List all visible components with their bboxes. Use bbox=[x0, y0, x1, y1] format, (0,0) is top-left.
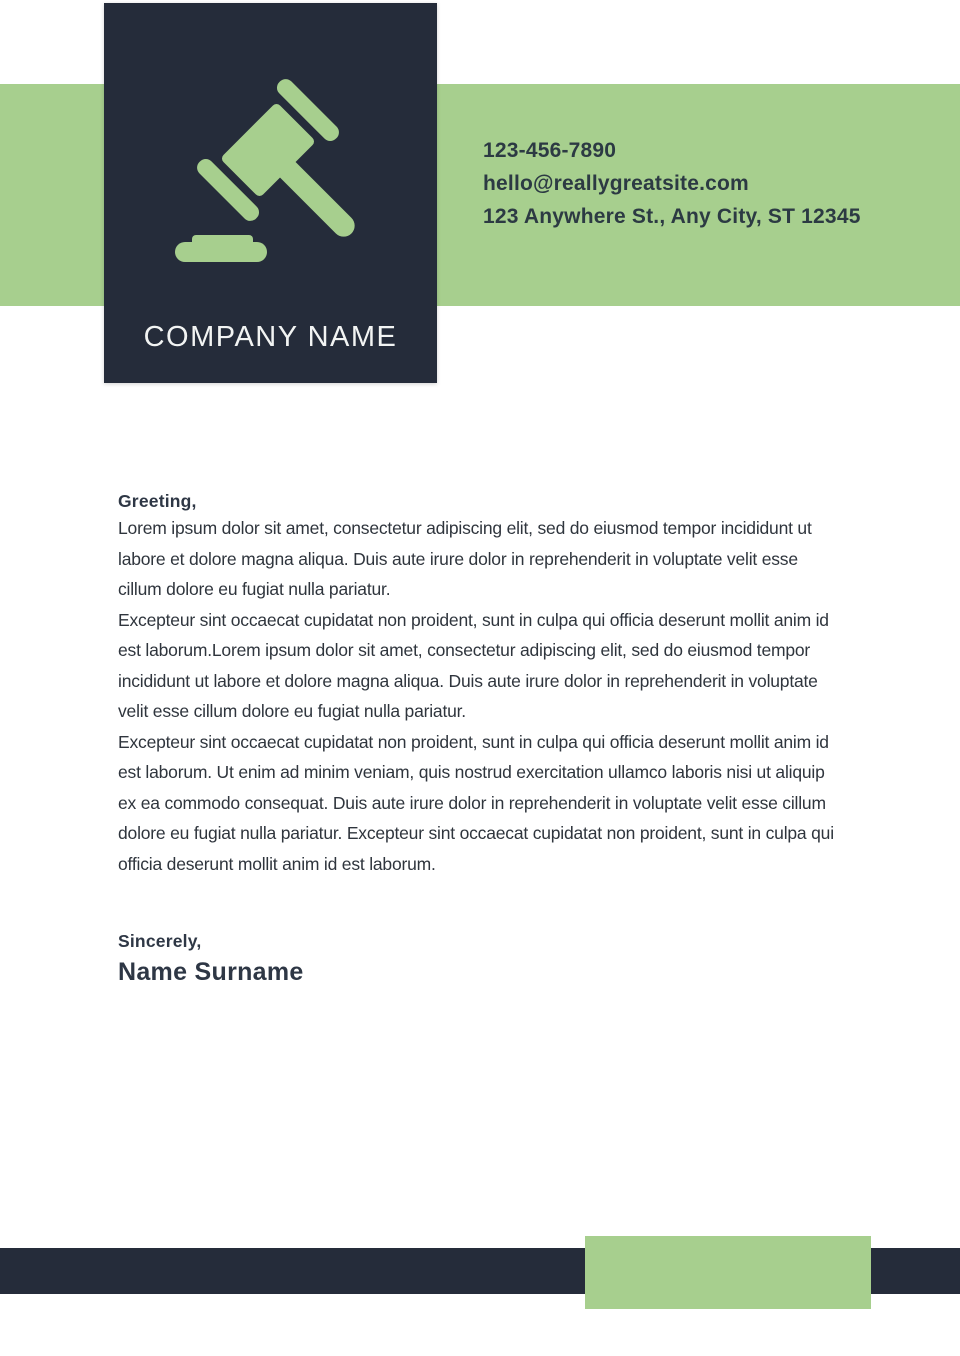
contact-phone: 123-456-7890 bbox=[483, 139, 617, 162]
letter-paragraph: Excepteur sint occaecat cupidatat non proident, sunt in culpa qui officia deserunt mollit anim id est laborum. Ut enim ad minim veniam, quis nostrud exercitation ullamco laboris nisi ut aliquip ex ea commodo consequat. Duis aute irure dolor in reprehenderit in voluptate velit esse cillum dolore eu fugiat nulla pariatur. Excepteur sint occaecat cupidatat non proident, sunt in culpa qui officia deserunt mollit anim id est laborum. bbox=[118, 731, 834, 874]
logo-box bbox=[104, 3, 437, 383]
contact-address: 123 Anywhere St., Any City, ST 12345 bbox=[483, 205, 861, 228]
closing: Sincerely, bbox=[118, 931, 202, 951]
letter-paragraph: Excepteur sint occaecat cupidatat non proident, sunt in culpa qui officia deserunt mollit anim id est laborum.Lorem ipsum dolor sit amet, consectetur adipiscing elit, sed do eiusmod tempor incididunt ut labore et dolore magna aliqua. Duis aute irure dolor in reprehenderit in voluptate velit esse cillum dolore eu fugiat nulla pariatur. bbox=[118, 609, 829, 721]
signature-name: Name Surname bbox=[118, 958, 304, 986]
letter-paragraph: Lorem ipsum dolor sit amet, consectetur adipiscing elit, sed do eiusmod tempor incididunt ut labore et dolore magna aliqua. Duis aute irure dolor in reprehenderit in voluptate velit esse cillum dolore eu fugiat nulla pariatur. bbox=[118, 518, 812, 599]
letter-body bbox=[118, 489, 846, 987]
greeting: Greeting, bbox=[118, 491, 197, 511]
contact-email: hello@reallygreatsite.com bbox=[483, 172, 749, 195]
contact-block bbox=[483, 134, 861, 233]
company-name: COMPANY NAME bbox=[143, 321, 398, 353]
gavel-icon bbox=[142, 63, 392, 298]
footer-accent-block bbox=[585, 1236, 871, 1309]
